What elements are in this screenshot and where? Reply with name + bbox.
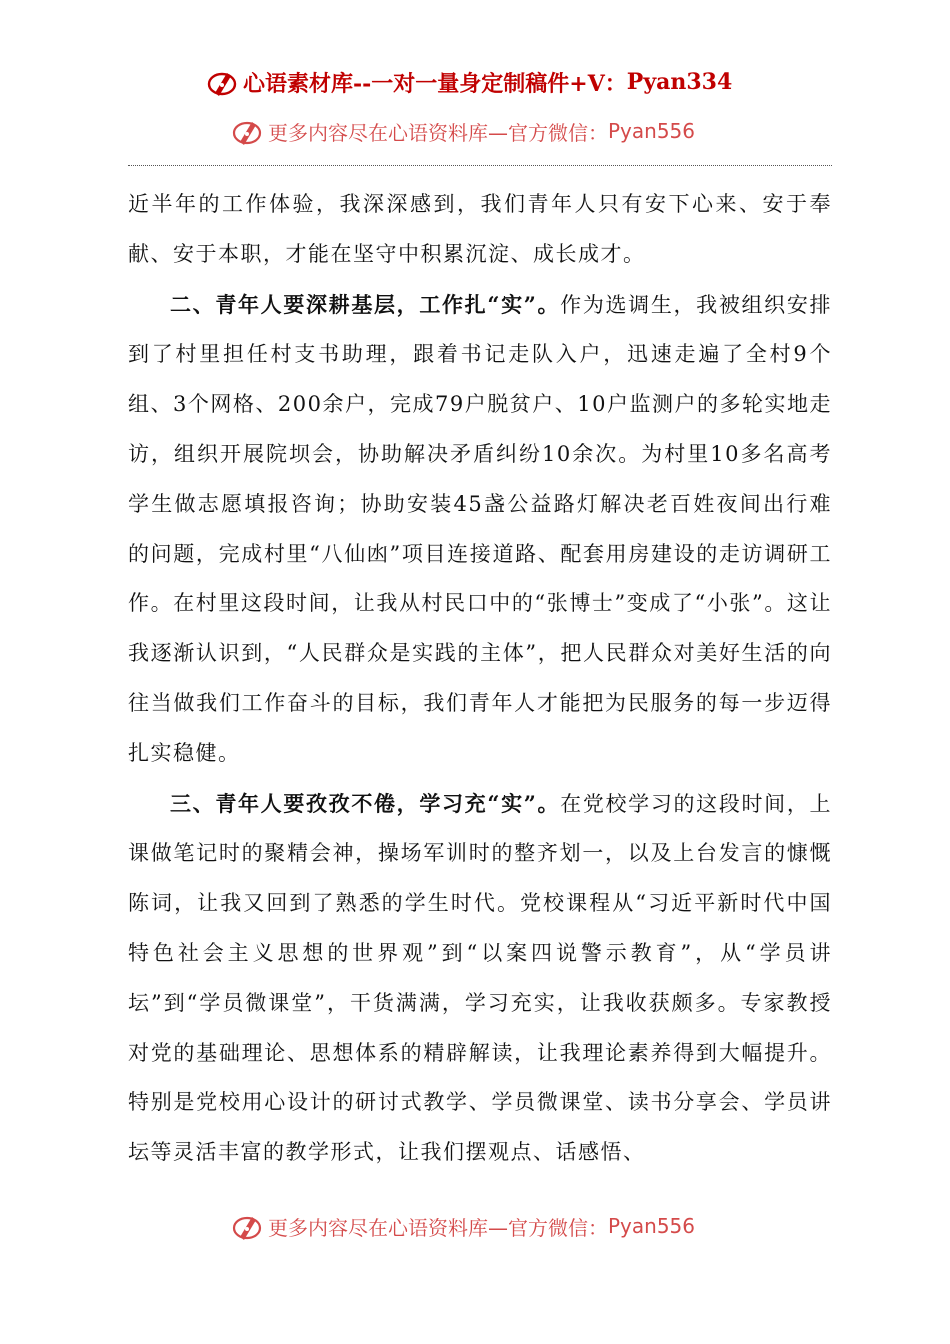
header-title-id: Pyan334: [626, 69, 733, 95]
paragraph-3-text: 在党校学习的这段时间，上课做笔记时的聚精会神，操场军训时的整齐划一，以及上台发言的慷慨陈词，让我又回到了熟悉的学生时代。党校课程从“习近平新时代中国特色社会主义思想的世界观”到“以案四说警示教育”，从“学员讲坛”到“学员微课堂”，干货满满，学习充实，让我收获颇多。专家教授对党的基础理论、思想体系的精辟解读，让我理论素养得到大幅提升。特别是党校用心设计的研讨式教学、学员微课堂、读书分享会、学员讲坛等灵活丰富的教学形式，让我们摆观点、话感悟、: [128, 791, 832, 1165]
header-divider: [128, 165, 832, 166]
paragraph-1: 近半年的工作体验，我深深感到，我们青年人只有安下心来、安于奉献、安于本职，才能在坚守中积累沉淀、成长成才。: [128, 192, 832, 266]
header-title-rest: --一对一量身定制稿件+V：: [353, 70, 627, 97]
document-body: [128, 180, 832, 1178]
header-title-main: 心语素材库: [243, 70, 354, 97]
header-subtitle-id: Pyan556: [608, 119, 696, 143]
header-subtitle-text: 更多内容尽在心语资料库—官方微信：: [268, 120, 608, 145]
header-subtitle: [230, 113, 695, 149]
paragraph-2-text: 作为选调生，我被组织安排到了村里担任村支书助理，跟着书记走队入户，迅速走遍了全村9个组、3个网格、200余户，完成79户脱贫户、10户监测户的多轮实地走访，组织开展院坝会，协助解决矛盾纠纷10余次。为村里10多名高考学生做志愿填报咨询；协助安装45盏公益路灯解决老百姓夜间出行难的问题，完成村里“八仙凼”项目连接道路、配套用房建设的走访调研工作。在村里这段时间，让我从村民口中的“张博士”变成了“小张”。这让我逐渐认识到，“人民群众是实践的主体”，把人民群众对美好生活的向往当做我们工作奋斗的目标，我们青年人才能把为民服务的每一步迈得扎实稳健。: [128, 292, 832, 765]
paragraph-3: [128, 779, 832, 1178]
footer-watermark: [230, 1208, 695, 1244]
header-banner: [205, 64, 732, 100]
section-heading-2: 二、青年人要深耕基层，工作扎“实”。: [170, 291, 561, 317]
pen-nib-logo-icon: [205, 65, 239, 99]
pen-nib-logo-icon: [230, 114, 264, 148]
section-heading-3: 三、青年人要孜孜不倦，学习充“实”。: [170, 790, 561, 816]
pen-nib-logo-icon: [230, 1209, 264, 1243]
footer-id: Pyan556: [608, 1214, 696, 1238]
paragraph-2: [128, 280, 832, 779]
footer-text: 更多内容尽在心语资料库—官方微信：: [268, 1215, 608, 1240]
